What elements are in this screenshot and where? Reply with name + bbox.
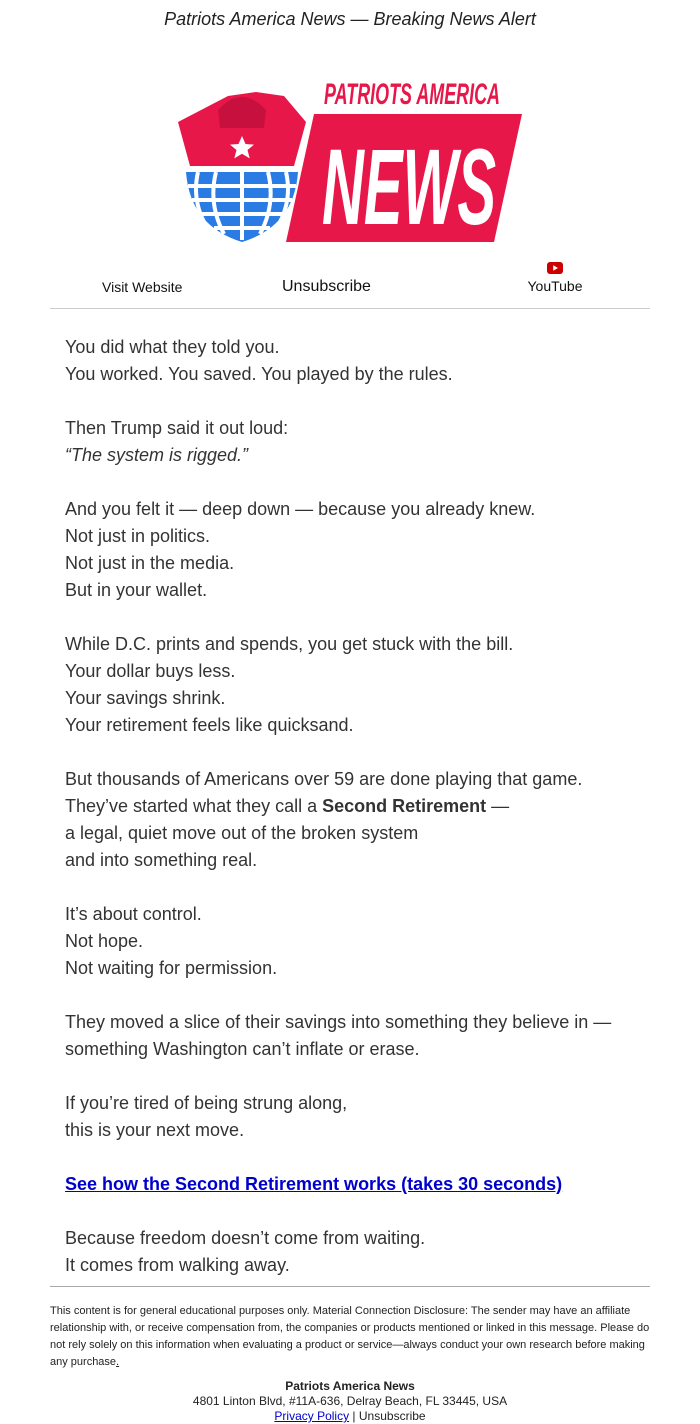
police-hat-icon	[178, 92, 306, 166]
footer-unsubscribe-link[interactable]: Unsubscribe	[358, 1409, 426, 1423]
paragraph-4	[65, 631, 645, 739]
second-retirement-bold: Second Retirement	[322, 796, 487, 816]
body-line: something Washington can’t inflate or erase.	[65, 1039, 420, 1059]
quote-line: “The system is rigged.”	[65, 445, 249, 465]
body-line: But in your wallet.	[65, 580, 208, 600]
body-line: Not just in the media.	[65, 553, 235, 573]
disclaimer-text	[50, 1303, 650, 1371]
body-line: And you felt it — deep down — because you already knew.	[65, 499, 536, 519]
body-line: a legal, quiet move out of the broken system	[65, 823, 419, 843]
body-line: While D.C. prints and spends, you get stuck with the bill.	[65, 634, 514, 654]
body-line: Your savings shrink.	[65, 688, 226, 708]
header-nav	[50, 262, 650, 309]
preheader-text: Patriots America News — Breaking News Alert	[164, 9, 536, 29]
logo-main-text: NEWS	[322, 126, 496, 247]
body-line: Because freedom doesn’t come from waiting.	[65, 1228, 426, 1248]
paragraph-6	[65, 901, 645, 982]
body-line: this is your next move.	[65, 1120, 245, 1140]
body-line: Not just in politics.	[65, 526, 211, 546]
youtube-link[interactable]	[527, 262, 583, 294]
footer-links	[50, 1409, 650, 1424]
body-line: Not hope.	[65, 931, 144, 951]
paragraph-1	[65, 334, 645, 388]
body-line: Not waiting for permission.	[65, 958, 278, 978]
globe-icon	[186, 172, 298, 242]
body-line: It’s about control.	[65, 904, 202, 924]
footer-company-name: Patriots America News	[285, 1379, 415, 1393]
unsubscribe-link[interactable]: Unsubscribe	[282, 278, 371, 295]
cta-paragraph	[65, 1171, 645, 1198]
paragraph-2	[65, 415, 645, 469]
disclaimer-body: This content is for general educational purposes only. Material Connection Disclosure: The sender may have an affiliate relationship with, or receive compensation from, the companies or products mentioned or linked in this message. Please do not rely solely on this information when evaluating a product or service—always conduct your own research before making any purchase	[50, 1305, 650, 1368]
body-line: They moved a slice of their savings into something they believe in —	[65, 1012, 612, 1032]
body-line: You did what they told you.	[65, 337, 280, 357]
body-line: Then Trump said it out loud:	[65, 418, 289, 438]
body-line: If you’re tired of being strung along,	[65, 1093, 348, 1113]
youtube-label: YouTube	[527, 278, 583, 294]
body-line: and into something real.	[65, 850, 258, 870]
body-line: They’ve started what they call a	[65, 796, 323, 816]
email-body	[65, 334, 645, 1306]
footer-separator: |	[349, 1409, 359, 1423]
paragraph-3	[65, 496, 645, 604]
paragraph-9	[65, 1225, 645, 1279]
visit-website-link[interactable]: Visit Website	[102, 279, 183, 295]
brand-logo[interactable]	[176, 74, 524, 246]
body-line: Your dollar buys less.	[65, 661, 236, 681]
youtube-icon	[547, 262, 563, 274]
body-line: It comes from walking away.	[65, 1255, 290, 1275]
paragraph-5	[65, 766, 645, 874]
paragraph-7	[65, 1009, 645, 1063]
disclaimer-period-link[interactable]: .	[116, 1356, 120, 1368]
footer	[50, 1286, 650, 1424]
body-line: Your retirement feels like quicksand.	[65, 715, 354, 735]
body-line: But thousands of Americans over 59 are done playing that game.	[65, 769, 583, 789]
logo-top-text: PATRIOTS AMERICA	[324, 78, 500, 111]
body-line: You worked. You saved. You played by the rules.	[65, 364, 453, 384]
footer-address-block	[50, 1379, 650, 1424]
paragraph-8	[65, 1090, 645, 1144]
cta-link[interactable]: See how the Second Retirement works (takes 30 seconds)	[65, 1174, 563, 1194]
body-line: —	[486, 796, 510, 816]
privacy-policy-link[interactable]: Privacy Policy	[274, 1409, 350, 1423]
footer-address: 4801 Linton Blvd, #11A-636, Delray Beach, FL 33445, USA	[192, 1394, 508, 1408]
